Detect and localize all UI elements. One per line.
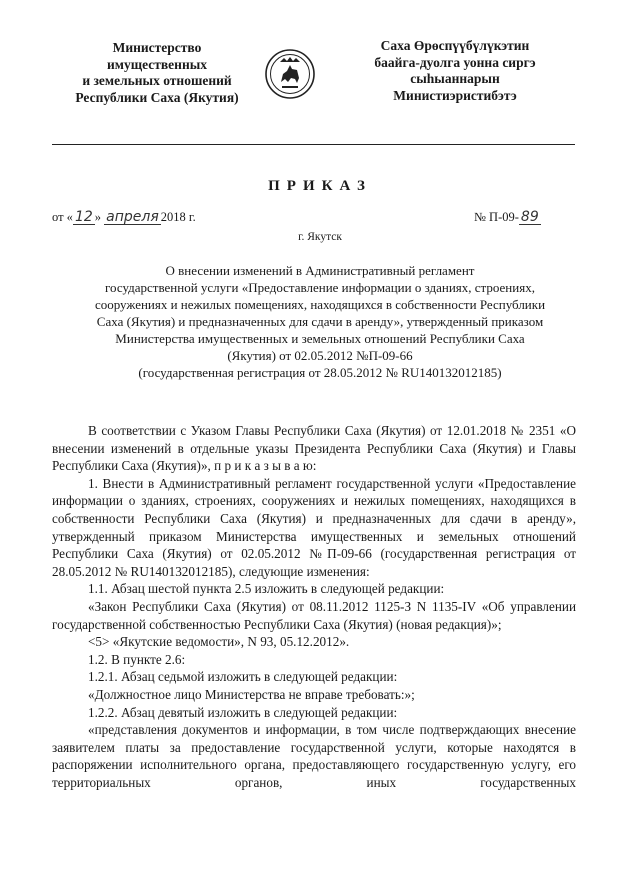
number-prefix: № П-09- [474, 210, 519, 224]
date-year: 2018 г. [160, 210, 196, 224]
coat-of-arms-icon [264, 48, 316, 100]
body-paragraph: «Должностное лицо Министерства не вправе требовать:»; [88, 686, 415, 702]
body-paragraph: 1.2. В пункте 2.6: [88, 651, 186, 667]
header-right-line: Саха Өрөспүүбүлүкэтин [380, 38, 530, 53]
subject-line: Министерства имущественных и земельных отношений Республики Саха [115, 331, 525, 346]
body-paragraph: «представления документов и информации, в том числе подтверждающих внесение заявителем платы за предоставление государственной услуги, которые находятся в распоряжении исполнительного органа, предоставляющего государственную услугу, его территориальных органов, иных государственных [52, 722, 576, 790]
header-left-line: Республики Саха (Якутия) [75, 89, 239, 105]
date-prefix: от « [52, 210, 73, 224]
header-right-line: сыһыаннарын [410, 71, 500, 86]
header-left-line: имущественных [106, 56, 208, 72]
header-left-line: и земельных отношений [82, 73, 232, 88]
body-paragraph: 1. Внести в Административный регламент государственной услуги «Предоставление информации о зданиях, строениях, сооружениях и нежилых помещениях, находящихся в собственности Республики Саха (Якутия) и предназначенных для сдачи в аренду», утвержденный приказом Министерства имущественных и земельных отношений Республики Саха (Якутия) от 02.05.2012 №П-09-66 (государственная регистрация от 28.05.2012 № RU140132012185), следующие изменения: [52, 475, 576, 579]
body-paragraph: «Закон Республики Саха (Якутия) от 08.11.2012 1125-З N 1135-IV «Об управлении государственной собственностью Республики Саха (Якутия) (новая редакция)»; [52, 598, 576, 632]
ministry-name-russian [52, 40, 262, 106]
body-paragraph: 1.1. Абзац шестой пункта 2.5 изложить в следующей редакции: [88, 581, 445, 597]
subject-line: государственной услуги «Предоставление информации о зданиях, строениях, [105, 280, 535, 295]
body-paragraph: 1.2.2. Абзац девятый изложить в следующей редакции: [88, 704, 398, 720]
body-paragraph: <5> «Якутские ведомости», N 93, 05.12.2012». [88, 634, 350, 650]
subject-line: Саха (Якутия) и предназначенных для сдачи в аренду», утвержденный приказом [96, 314, 544, 329]
header-right-line: Министиэристибэтэ [393, 87, 517, 103]
order-number [474, 210, 541, 225]
header-left-line: Министерство [112, 40, 202, 55]
order-body [52, 422, 576, 791]
order-subject [66, 262, 574, 381]
order-date [52, 210, 196, 225]
document-title: ПРИКАЗ [268, 178, 372, 194]
subject-line: (Якутия) от 02.05.2012 №П-09-66 [227, 348, 413, 363]
date-day: 12 [74, 209, 93, 225]
header-divider [52, 144, 575, 145]
number-value: 89 [520, 209, 539, 225]
subject-line: О внесении изменений в Административный регламент [165, 263, 475, 278]
subject-line: (государственная регистрация от 28.05.2012 № RU140132012185) [138, 365, 502, 380]
header-right-line: баайга-дуолга уонна сиргэ [374, 54, 536, 70]
subject-line: сооружениях и нежилых помещениях, находящихся в собственности Республики [94, 297, 546, 312]
city: г. Якутск [298, 231, 342, 243]
body-paragraph: 1.2.1. Абзац седьмой изложить в следующей редакции: [88, 669, 398, 685]
date-month: апреля [106, 209, 159, 225]
body-paragraph: В соответствии с Указом Главы Республики Саха (Якутия) от 12.01.2018 № 2351 «О внесении изменений в отдельные указы Президента Республики Саха (Якутия) и Главы Республики Саха (Якутия)», п р и к а з ы в а ю: [52, 423, 576, 474]
ministry-name-yakut [335, 38, 575, 104]
date-quote: » [94, 210, 102, 224]
